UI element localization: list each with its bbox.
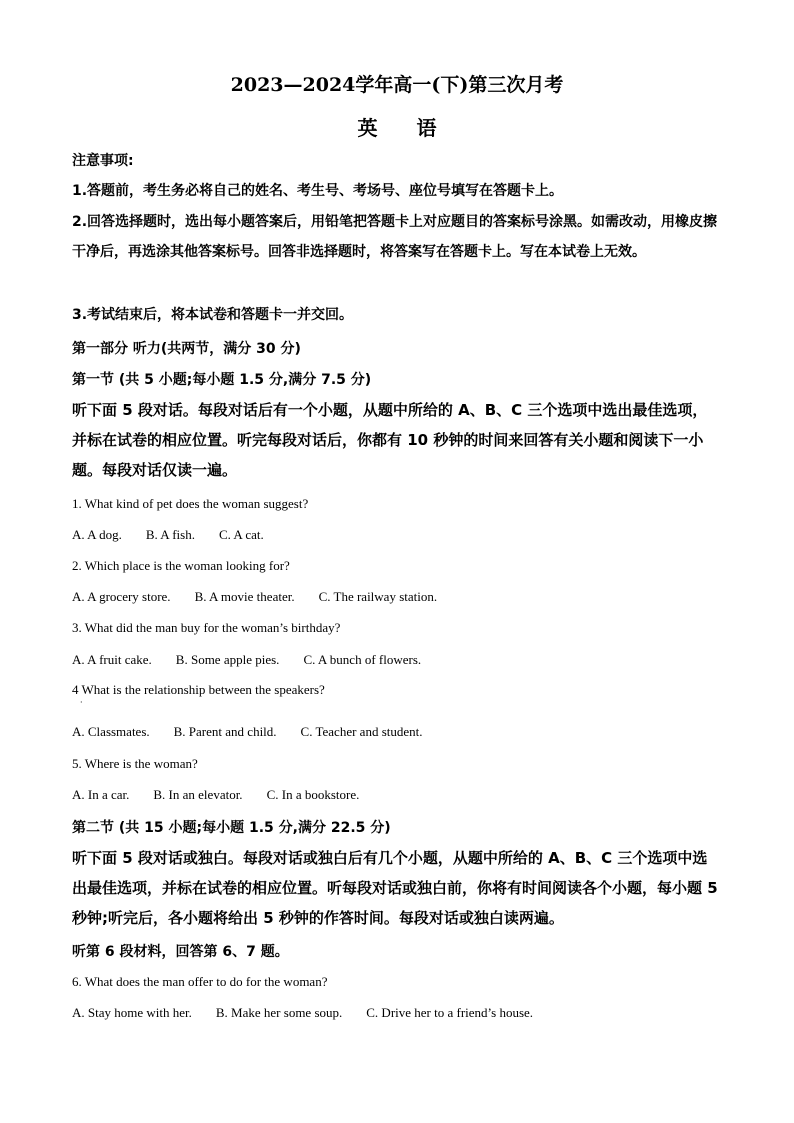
option-a: A. A fruit cake. bbox=[72, 652, 152, 667]
option-a: A. A dog. bbox=[72, 527, 122, 542]
option-c: C. Teacher and student. bbox=[300, 724, 423, 739]
section1-heading: 第一节 (共 5 小题;每小题 1.5 分,满分 7.5 分) bbox=[72, 372, 372, 388]
section1-instructions: 听下面 5 段对话。每段对话后有一个小题，从题中所给的 A、B、C 三个选项中选出最佳选项，并标在试卷的相应位置。听完每段对话后，你都有 10 秒钟的时间来回答有关小题和阅读下一小题。每段对话仅读一遍。 bbox=[72, 401, 708, 479]
notice-heading: 注意事项: bbox=[72, 153, 134, 169]
option-a: A. In a car. bbox=[72, 787, 130, 802]
option-a: A. A grocery store. bbox=[72, 589, 171, 604]
material-6-heading: 听第 6 段材料，回答第 6、7 题。 bbox=[72, 944, 289, 960]
option-a: A. Classmates. bbox=[72, 724, 150, 739]
notice-item-3: 3.考试结束后，将本试卷和答题卡一并交回。 bbox=[72, 307, 354, 323]
part1-heading: 第一部分 听力(共两节，满分 30 分) bbox=[72, 341, 301, 357]
question-5: 5. Where is the woman? bbox=[72, 756, 198, 771]
question-2: 2. Which place is the woman looking for? bbox=[72, 558, 290, 573]
option-c: C. A cat. bbox=[218, 527, 264, 542]
question-5-options bbox=[72, 787, 383, 803]
section2-instructions: 听下面 5 段对话或独白。每段对话或独白后有几个小题，从题中所给的 A、B、C 三个选项中选出最佳选项，并标在试卷的相应位置。听每段对话或独白前，你将有时间阅读各个小题，每小题 5 秒钟;听完后，各小题将给出 5 秒钟的作答时间。每段对话或独白读两遍。 bbox=[72, 849, 718, 927]
question-3-options bbox=[72, 652, 445, 668]
section2-heading: 第二节 (共 15 小题;每小题 1.5 分,满分 22.5 分) bbox=[72, 820, 391, 836]
option-b: B. Make her some soup. bbox=[215, 1005, 343, 1020]
stray-mark: · bbox=[80, 698, 83, 707]
option-b: B. Some apple pies. bbox=[175, 652, 280, 667]
question-4: 4 What is the relationship between the speakers? bbox=[72, 682, 325, 697]
option-c: C. A bunch of flowers. bbox=[303, 652, 422, 667]
option-b: B. A fish. bbox=[145, 527, 195, 542]
question-1: 1. What kind of pet does the woman suggest? bbox=[72, 496, 309, 511]
option-c: C. Drive her to a friend’s house. bbox=[366, 1005, 534, 1020]
question-1-options bbox=[72, 527, 288, 543]
question-6-options bbox=[72, 1005, 557, 1021]
question-6: 6. What does the man offer to do for the woman? bbox=[72, 974, 328, 989]
option-a: A. Stay home with her. bbox=[72, 1005, 192, 1020]
option-b: B. In an elevator. bbox=[153, 787, 243, 802]
question-4-options bbox=[72, 724, 447, 740]
question-3: 3. What did the man buy for the woman’s birthday? bbox=[72, 620, 341, 635]
option-c: C. The railway station. bbox=[318, 589, 438, 604]
notice-item-2: 2.回答选择题时，选出每小题答案后，用铅笔把答题卡上对应题目的答案标号涂黑。如需改动，用橡皮擦干净后，再选涂其他答案标号。回答非选择题时，将答案写在答题卡上。写在本试卷上无效。 bbox=[72, 214, 718, 260]
option-b: B. A movie theater. bbox=[194, 589, 295, 604]
notice-item-1: 1.答题前，考生务必将自己的姓名、考生号、考场号、座位号填写在答题卡上。 bbox=[72, 183, 564, 199]
question-2-options bbox=[72, 589, 461, 605]
exam-title: 2023—2024学年高一(下)第三次月考 bbox=[230, 74, 564, 96]
option-b: B. Parent and child. bbox=[173, 724, 277, 739]
subject-title: 英 语 bbox=[357, 116, 453, 140]
option-c: C. In a bookstore. bbox=[266, 787, 360, 802]
